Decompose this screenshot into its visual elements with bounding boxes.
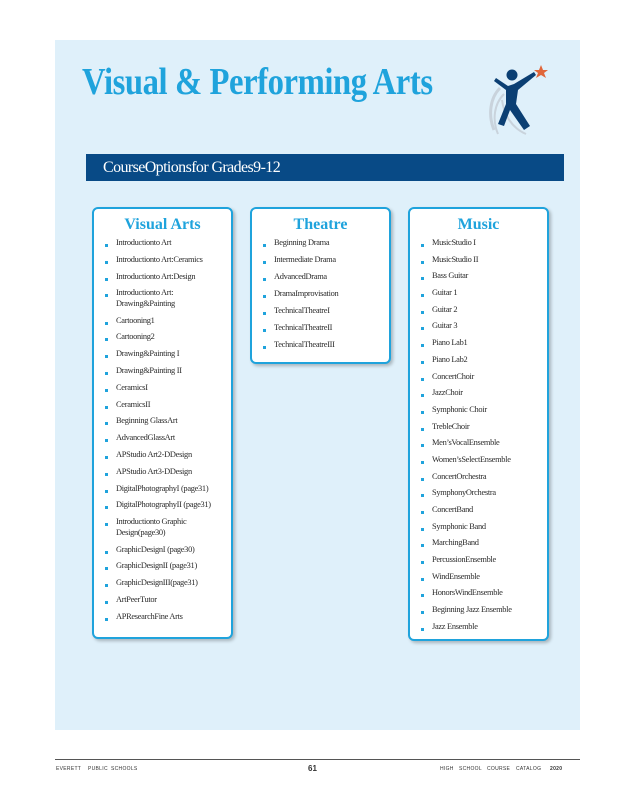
course-item: Piano Lab2 [410, 355, 543, 366]
course-item: Guitar 3 [410, 321, 543, 332]
course-item: Guitar 2 [410, 305, 543, 316]
column-heading-visual-arts: Visual Arts [124, 216, 201, 233]
footer-right-1: HIGH [440, 766, 454, 772]
course-item: MusicStudio I [410, 238, 543, 249]
footer-left-1: EVERETT [56, 766, 82, 772]
course-item: Symphonic Band [410, 522, 543, 533]
course-item: MusicStudio II [410, 255, 543, 266]
course-item: TechnicalTheatreI [252, 306, 385, 317]
visual-arts-card [92, 207, 233, 639]
course-item: HonorsWindEnsemble [410, 588, 543, 599]
course-item: Guitar 1 [410, 288, 543, 299]
footer-left-3: SCHOOLS [111, 766, 138, 772]
course-item: Introductionto Art:Design [94, 272, 227, 283]
course-item: Cartooning2 [94, 332, 227, 343]
course-list-music [410, 238, 547, 632]
course-item: GraphicDesignIII(page31) [94, 578, 227, 589]
course-item: JazzChoir [410, 388, 543, 399]
course-item: Introductionto Art:Ceramics [94, 255, 227, 266]
course-item: DramaImprovisation [252, 289, 385, 300]
course-item: CeramicsI [94, 383, 227, 394]
page-number: 61 [308, 764, 317, 773]
course-item: Drawing&Painting I [94, 349, 227, 360]
course-item: DigitalPhotographyI (page31) [94, 484, 227, 495]
course-list-theatre [252, 238, 389, 351]
course-item: TrebleChoir [410, 422, 543, 433]
course-item: DigitalPhotographyII (page31) [94, 500, 227, 511]
course-list-visual-arts [94, 238, 231, 622]
course-item: TechnicalTheatreII [252, 323, 385, 334]
course-item: APStudio Art3-DDesign [94, 467, 227, 478]
footer-divider [55, 759, 580, 760]
course-item: Bass Guitar [410, 271, 543, 282]
course-item: SymphonyOrchestra [410, 488, 543, 499]
course-item: ConcertChoir [410, 372, 543, 383]
course-item: Introductionto Art [94, 238, 227, 249]
course-item: Beginning Jazz Ensemble [410, 605, 543, 616]
course-item: MarchingBand [410, 538, 543, 549]
course-item: APStudio Art2-DDesign [94, 450, 227, 461]
course-item: Introductionto Art: Drawing&Painting [94, 288, 227, 309]
course-item: TechnicalTheatreIII [252, 340, 385, 351]
theatre-card [250, 207, 391, 364]
course-item: Women’sSelectEnsemble [410, 455, 543, 466]
course-item: Men’sVocalEnsemble [410, 438, 543, 449]
page-title: Visual & Performing Arts [82, 61, 433, 103]
figure-reaching-for-star-icon [486, 60, 548, 138]
course-item: ConcertOrchestra [410, 472, 543, 483]
footer-right-3: COURSE [487, 766, 511, 772]
footer-left-2: PUBLIC [88, 766, 108, 772]
course-item: AdvancedDrama [252, 272, 385, 283]
course-item: AdvancedGlassArt [94, 433, 227, 444]
footer-right-5: 2020 [550, 766, 563, 772]
course-item: APResearchFine Arts [94, 612, 227, 623]
course-item: ConcertBand [410, 505, 543, 516]
course-item: Drawing&Painting II [94, 366, 227, 377]
course-item: Beginning GlassArt [94, 416, 227, 427]
course-item: Intermediate Drama [252, 255, 385, 266]
column-heading-theatre: Theatre [293, 216, 348, 233]
footer-right-2: SCHOOL [459, 766, 482, 772]
course-item: GraphicDesignII (page31) [94, 561, 227, 572]
music-card [408, 207, 549, 641]
course-item: Cartooning1 [94, 316, 227, 327]
course-item: CeramicsII [94, 400, 227, 411]
course-item: PercussionEnsemble [410, 555, 543, 566]
course-item: Symphonic Choir [410, 405, 543, 416]
course-item: Piano Lab1 [410, 338, 543, 349]
course-item: Introductionto Graphic Design(page30) [94, 517, 227, 538]
course-item: Beginning Drama [252, 238, 385, 249]
course-item: WindEnsemble [410, 572, 543, 583]
course-item: Jazz Ensemble [410, 622, 543, 633]
column-heading-music: Music [457, 216, 500, 233]
footer-right-4: CATALOG [516, 766, 542, 772]
course-item: GraphicDesignI (page30) [94, 545, 227, 556]
section-banner: CourseOptionsfor Grades9-12 [86, 154, 564, 181]
course-item: ArtPeerTutor [94, 595, 227, 606]
